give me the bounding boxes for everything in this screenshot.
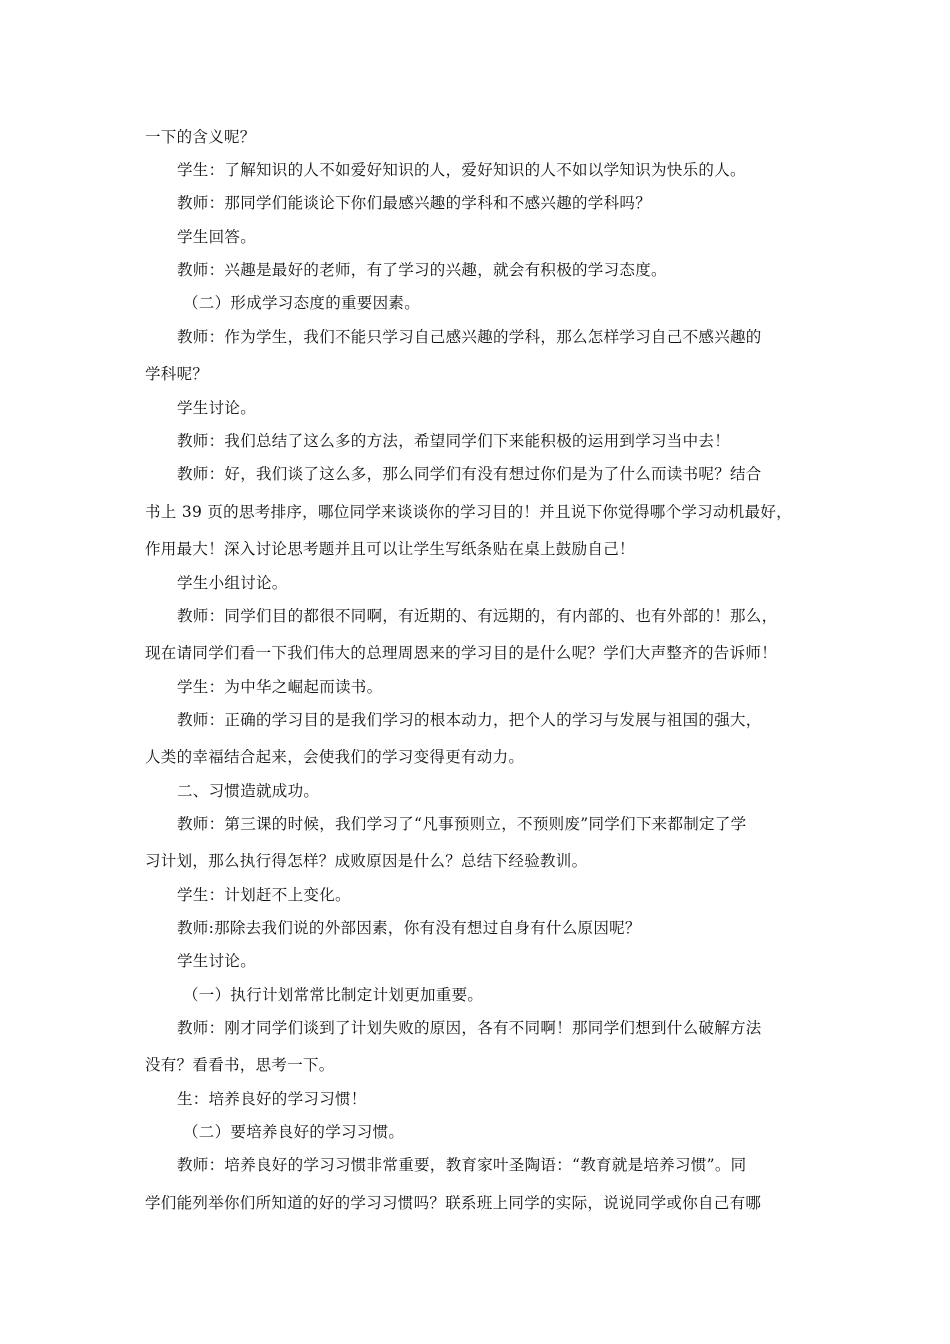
paragraph-line: 学生讨论。 — [177, 952, 257, 970]
paragraph-line: 教师：我们总结了这么多的方法，希望同学们下来能积极的运用到学习当中去！ — [177, 432, 731, 450]
paragraph-line: 学科呢？ — [145, 365, 209, 383]
paragraph-line: 教师：培养良好的学习习惯非常重要，教育家叶圣陶语：“教育就是培养习惯”。同 — [177, 1156, 747, 1174]
paragraph-line: 学们能列举你们所知道的好的学习习惯吗？联系班上同学的实际，说说同学或你自己有哪 — [145, 1194, 762, 1212]
paragraph-line: 生：培养良好的学习习惯！ — [177, 1090, 367, 1108]
paragraph-line: 教师：同学们目的都很不同啊，有近期的、有远期的，有内部的、也有外部的！那么， — [177, 607, 778, 625]
paragraph-line: 人类的幸福结合起来，会使我们的学习变得更有动力。 — [145, 748, 525, 766]
paragraph-line: 教师：兴趣是最好的老师，有了学习的兴趣，就会有积极的学习态度。 — [177, 261, 667, 279]
paragraph-line: 学生小组讨论。 — [177, 574, 288, 592]
paragraph-line: 教师：刚才同学们谈到了计划失败的原因，各有不同啊！那同学们想到什么破解方法 — [177, 1019, 762, 1037]
paragraph-line: 学生讨论。 — [177, 399, 257, 417]
paragraph-line: 现在请同学们看一下我们伟大的总理周恩来的学习目的是什么呢？学们大声整齐的告诉师！ — [145, 644, 778, 662]
paragraph-line: 教师：作为学生，我们不能只学习自己感兴趣的学科，那么怎样学习自己不感兴趣的 — [177, 328, 762, 346]
paragraph-line: 学生回答。 — [177, 228, 257, 246]
paragraph-line: 书上 39 页的思考排序，哪位同学来谈谈你的学习目的！并且说下你觉得哪个学习动机最好， — [145, 503, 792, 521]
paragraph-line: 教师：第三课的时候，我们学习了“凡事预则立，不预则废”同学们下来都制定了学 — [177, 815, 747, 833]
section-heading: （一）执行计划常常比制定计划更加重要。 — [183, 986, 484, 1004]
paragraph-line: 教师：好，我们谈了这么多，那么同学们有没有想过你们是为了什么而读书呢？结合 — [177, 465, 762, 483]
paragraph-line: 教师：那同学们能谈论下你们最感兴趣的学科和不感兴趣的学科吗？ — [177, 194, 652, 212]
paragraph-line: 教师：正确的学习目的是我们学习的根本动力，把个人的学习与发展与祖国的强大， — [177, 711, 762, 729]
paragraph-line: 学生：为中华之崛起而读书。 — [177, 678, 383, 696]
paragraph-line: 没有？看看书，思考一下。 — [145, 1056, 335, 1074]
paragraph-line: 学生：计划赶不上变化。 — [177, 886, 351, 904]
section-heading: 二、习惯造就成功。 — [177, 782, 320, 800]
paragraph-line: 教师:那除去我们说的外部因素，你有没有想过自身有什么原因呢？ — [177, 919, 641, 937]
paragraph-line: 习计划，那么执行得怎样？成败原因是什么？总结下经验教训。 — [145, 852, 588, 870]
section-heading: （二）形成学习态度的重要因素。 — [183, 294, 421, 312]
section-heading: （二）要培养良好的学习习惯。 — [183, 1123, 405, 1141]
paragraph-line: 一下的含义呢？ — [145, 128, 256, 146]
paragraph-line: 作用最大！深入讨论思考题并且可以让学生写纸条贴在桌上鼓励自己！ — [145, 540, 635, 558]
paragraph-line: 学生：了解知识的人不如爱好知识的人，爱好知识的人不如以学知识为快乐的人。 — [177, 161, 746, 179]
